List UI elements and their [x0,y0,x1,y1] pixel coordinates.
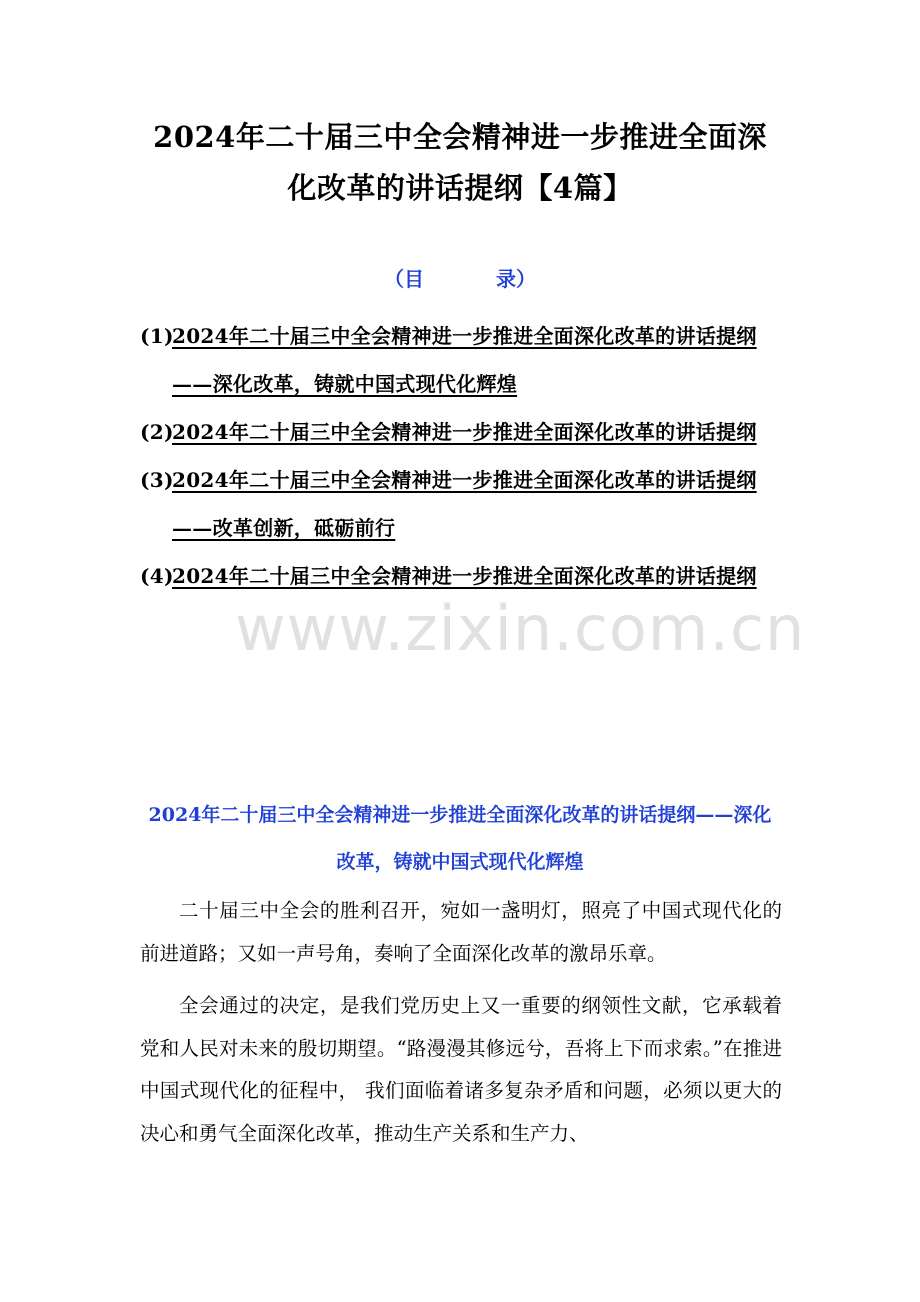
toc-item-number: (2) [140,420,174,444]
toc-item-2[interactable] [140,408,790,456]
toc-heading-right: 录） [496,267,536,291]
toc-item-1[interactable] [140,312,790,408]
section-title: 2024年二十届三中全会精神进一步推进全面深化改革的讲话提纲——深化改革，铸就中国式现代化辉煌 [148,804,772,873]
body-text [140,890,782,1166]
toc-item-link[interactable]: 2024年二十届三中全会精神进一步推进全面深化改革的讲话提纲——改革创新，砥砺前行 [172,468,757,540]
paragraph: 二十届三中全会的胜利召开，宛如一盏明灯，照亮了中国式现代化的前进道路；又如一声号角，奏响了全面深化改革的激昂乐章。 [140,899,782,965]
document-title: 2024年二十届三中全会精神进一步推进全面深化改革的讲话提纲【4篇】 [153,120,767,205]
toc-item-link[interactable]: 2024年二十届三中全会精神进一步推进全面深化改革的讲话提纲 [172,420,757,444]
toc-item-link[interactable]: 2024年二十届三中全会精神进一步推进全面深化改革的讲话提纲 [172,564,757,588]
watermark: www.zixin.com.cn [235,592,806,665]
paragraph: 全会通过的决定，是我们党历史上又一重要的纲领性文献，它承载着党和人民对未来的殷切期望。“路漫漫其修远兮，吾将上下而求索。”在推进中国式现代化的征程中， 我们面临着诸多复杂矛盾和问题，必须以更大的决心和勇气全面深化改革，推动生产关系和生产力、 [140,994,782,1145]
toc-item-number: (3) [140,468,174,492]
toc-item-number: (1) [140,324,174,348]
toc-heading-left: （目 [384,267,424,291]
toc-item-link[interactable]: 2024年二十届三中全会精神进一步推进全面深化改革的讲话提纲——深化改革，铸就中国式现代化辉煌 [172,324,757,396]
toc-item-4[interactable] [140,552,790,600]
toc-heading [0,264,920,294]
toc-item-number: (4) [140,564,174,588]
table-of-contents [140,312,790,600]
toc-item-3[interactable] [140,456,790,552]
